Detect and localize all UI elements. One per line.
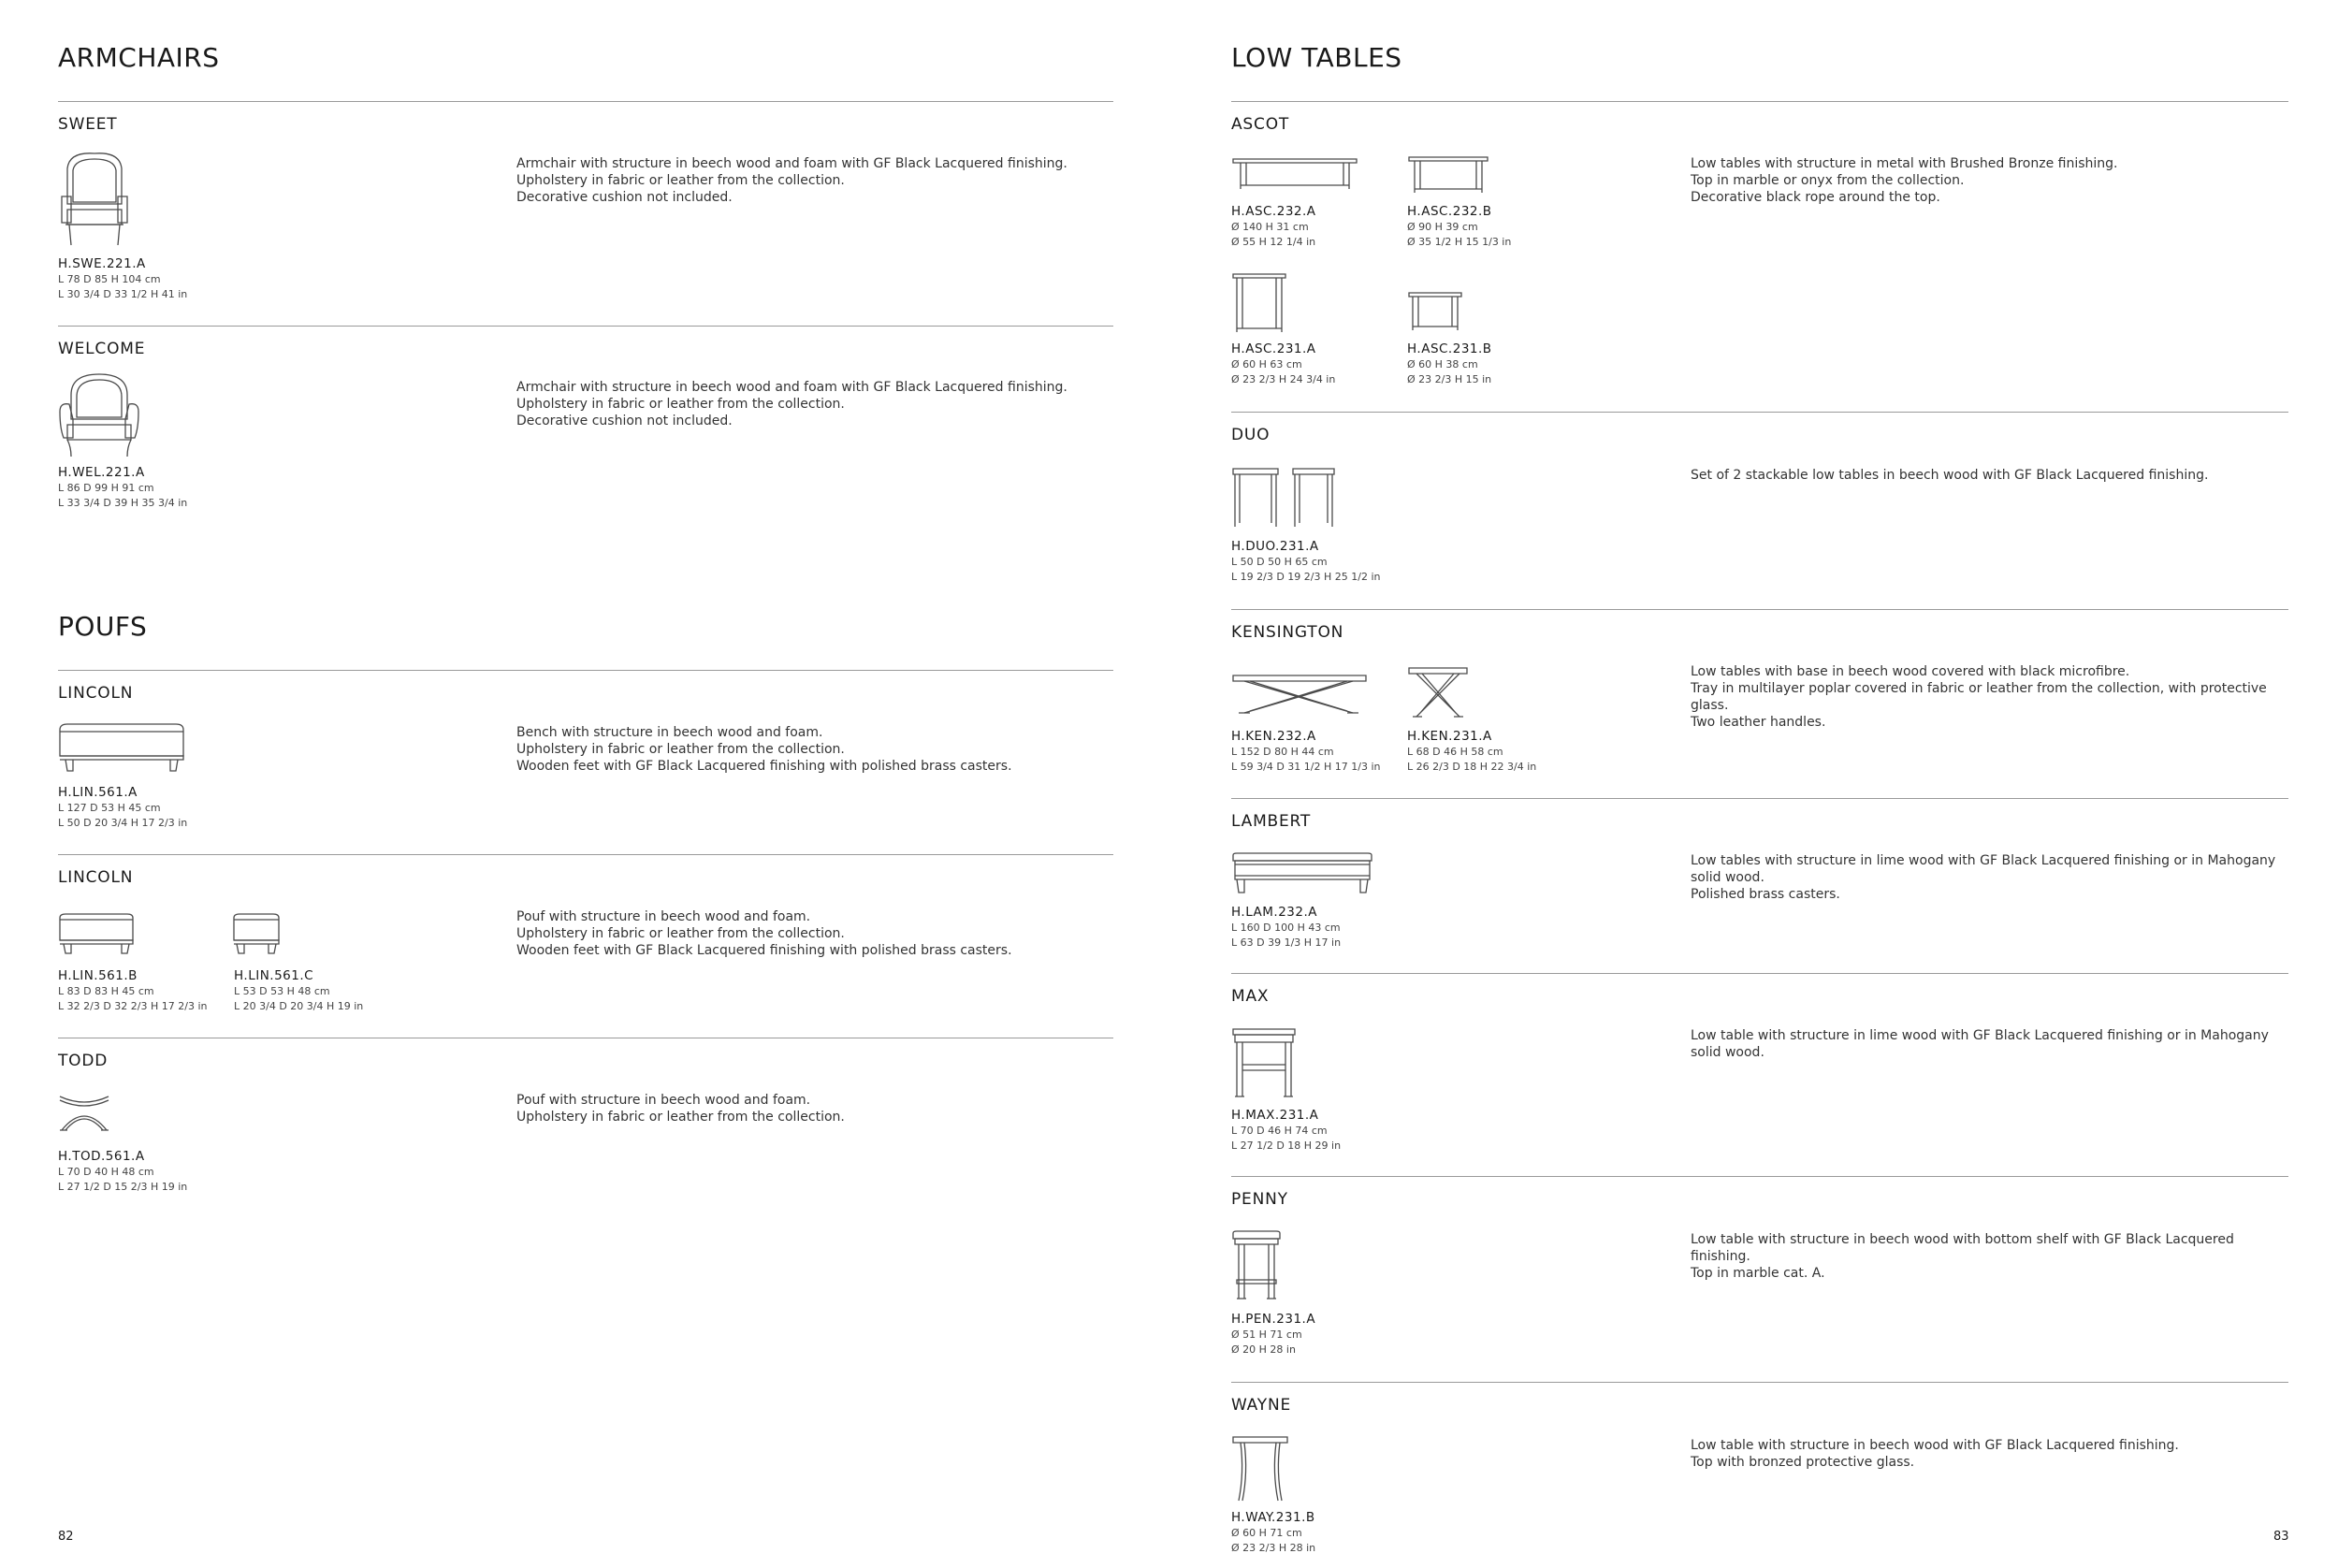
bench-lincoln-drawing [58,722,185,775]
dimensions-cm: Ø 51 H 71 cm [1231,1328,1302,1341]
table-ascot-231b-drawing [1407,291,1463,332]
product-description: Set of 2 stackable low tables in beech wood with GF Black Lacquered finishing. [1691,468,2209,483]
product-code: H.ASC.232.B [1407,204,1492,219]
product-name-ascot: ASCOT [1231,115,1290,134]
dimensions-cm: L 78 D 85 H 104 cm [58,273,161,285]
dimensions-in: L 30 3/4 D 33 1/2 H 41 in [58,288,188,300]
product-code: H.DUO.231.A [1231,539,1319,554]
dimensions-in: Ø 23 2/3 H 15 in [1407,373,1492,385]
product-name-lambert: LAMBERT [1231,812,1312,831]
product-code: H.ASC.231.A [1231,341,1316,356]
table-lambert-drawing [1231,851,1373,896]
divider [1231,798,2288,799]
dimensions-in: L 50 D 20 3/4 H 17 2/3 in [58,817,188,829]
pouf-todd-drawing [58,1093,110,1134]
dimensions-in: L 33 3/4 D 39 H 35 3/4 in [58,497,188,509]
product-description: Low tables with base in beech wood covered with black microfibre. Tray in multilayer poplar covered in fabric or leather from the collection, with protective glass. Two leather handles. [1691,664,2267,730]
dimensions-cm: Ø 140 H 31 cm [1231,221,1309,233]
dimensions-cm: L 152 D 80 H 44 cm [1231,746,1334,758]
table-kensington-231a-drawing [1407,666,1469,719]
product-name-lincoln: LINCOLN [58,868,134,887]
armchair-sweet-drawing [58,150,131,247]
section-title-armchairs: ARMCHAIRS [58,42,220,73]
product-description: Low table with structure in lime wood with GF Black Lacquered finishing or in Mahogany solid wood. [1691,1028,2269,1060]
product-code: H.SWE.221.A [58,256,146,271]
product-code: H.ASC.232.A [1231,204,1316,219]
dimensions-in: Ø 23 2/3 H 24 3/4 in [1231,373,1336,385]
product-description: Low table with structure in beech wood with bottom shelf with GF Black Lacquered finishing. Top in marble cat. A. [1691,1232,2234,1281]
product-name-lincoln: LINCOLN [58,684,134,703]
section-title-poufs: POUFS [58,611,148,642]
dimensions-in: L 26 2/3 D 18 H 22 3/4 in [1407,761,1537,773]
divider [58,854,1113,855]
product-code: H.WAY.231.B [1231,1510,1315,1525]
dimensions-in: L 20 3/4 D 20 3/4 H 19 in [234,1000,364,1012]
table-ascot-232b-drawing [1407,155,1489,195]
armchair-welcome-drawing [58,372,140,458]
dimensions-cm: L 83 D 83 H 45 cm [58,985,154,997]
dimensions-in: L 19 2/3 D 19 2/3 H 25 1/2 in [1231,571,1381,583]
divider [1231,412,2288,413]
product-code: H.ASC.231.B [1407,341,1492,356]
product-code: H.KEN.231.A [1407,729,1492,744]
table-ascot-232a-drawing [1231,157,1358,191]
left-page [0,0,1160,1568]
product-description: Low tables with structure in lime wood with GF Black Lacquered finishing or in Mahogany solid wood. Polished brass casters. [1691,853,2276,902]
dimensions-cm: Ø 60 H 38 cm [1407,358,1478,370]
section-title-low-tables: LOW TABLES [1231,42,1402,73]
product-name-sweet: SWEET [58,115,118,134]
product-name-duo: DUO [1231,426,1271,444]
dimensions-in: Ø 55 H 12 1/4 in [1231,236,1316,248]
product-description: Armchair with structure in beech wood and foam with GF Black Lacquered finishing. Upholstery in fabric or leather from the collection. Decorative cushion not included. [516,156,1067,205]
dimensions-cm: L 86 D 99 H 91 cm [58,482,154,494]
product-code: H.LIN.561.A [58,785,138,800]
product-code: H.LIN.561.C [234,968,314,983]
right-page [1160,0,2338,1568]
product-description: Bench with structure in beech wood and foam. Upholstery in fabric or leather from the collection. Wooden feet with GF Black Lacquered finishing with polished brass casters. [516,725,1012,774]
dimensions-cm: L 50 D 50 H 65 cm [1231,556,1328,568]
product-name-welcome: WELCOME [58,340,146,358]
dimensions-cm: L 68 D 46 H 58 cm [1407,746,1503,758]
dimensions-in: L 27 1/2 D 18 H 29 in [1231,1140,1342,1152]
dimensions-cm: L 53 D 53 H 48 cm [234,985,330,997]
dimensions-in: Ø 35 1/2 H 15 1/3 in [1407,236,1512,248]
dimensions-cm: Ø 60 H 71 cm [1231,1527,1302,1539]
divider [1231,1382,2288,1383]
divider [58,101,1113,102]
dimensions-cm: L 70 D 40 H 48 cm [58,1166,154,1178]
dimensions-cm: L 160 D 100 H 43 cm [1231,922,1341,934]
product-name-max: MAX [1231,987,1270,1006]
dimensions-in: L 32 2/3 D 32 2/3 H 17 2/3 in [58,1000,208,1012]
divider [1231,1176,2288,1177]
table-penny-drawing [1231,1229,1282,1300]
product-name-todd: TODD [58,1052,109,1070]
page-number: 83 [2273,1530,2289,1544]
dimensions-cm: Ø 90 H 39 cm [1407,221,1478,233]
dimensions-in: L 59 3/4 D 31 1/2 H 17 1/3 in [1231,761,1381,773]
table-ascot-231a-drawing [1231,272,1287,334]
divider [58,670,1113,671]
product-code: H.MAX.231.A [1231,1108,1319,1123]
table-wayne-drawing [1231,1435,1289,1503]
dimensions-cm: Ø 60 H 63 cm [1231,358,1302,370]
product-description: Pouf with structure in beech wood and foam. Upholstery in fabric or leather from the collection. [516,1093,845,1125]
dimensions-in: L 27 1/2 D 15 2/3 H 19 in [58,1181,188,1193]
dimensions-in: L 63 D 39 1/3 H 17 in [1231,936,1342,949]
page-number: 82 [58,1530,74,1544]
dimensions-cm: L 127 D 53 H 45 cm [58,802,161,814]
product-description: Armchair with structure in beech wood and foam with GF Black Lacquered finishing. Upholstery in fabric or leather from the collection. Decorative cushion not included. [516,380,1067,428]
product-name-penny: PENNY [1231,1190,1288,1209]
table-kensington-232a-drawing [1231,674,1368,715]
product-code: H.PEN.231.A [1231,1312,1316,1327]
product-description: Low tables with structure in metal with Brushed Bronze finishing. Top in marble or onyx from the collection. Decorative black rope around the top. [1691,156,2118,205]
divider [1231,101,2288,102]
product-code: H.WEL.221.A [58,465,145,480]
product-code: H.TOD.561.A [58,1149,145,1164]
product-code: H.LIN.561.B [58,968,138,983]
table-duo-drawing [1231,467,1336,529]
table-max-drawing [1231,1027,1297,1098]
product-name-kensington: KENSINGTON [1231,623,1344,642]
product-code: H.KEN.232.A [1231,729,1316,744]
pouf-lincoln-b-drawing [58,912,135,957]
dimensions-in: Ø 20 H 28 in [1231,1343,1296,1356]
pouf-lincoln-c-drawing [232,912,281,957]
product-code: H.LAM.232.A [1231,905,1318,920]
divider [1231,609,2288,610]
dimensions-in: Ø 23 2/3 H 28 in [1231,1542,1316,1554]
product-description: Low table with structure in beech wood with GF Black Lacquered finishing. Top with bronzed protective glass. [1691,1438,2179,1470]
divider [58,326,1113,327]
product-description: Pouf with structure in beech wood and foam. Upholstery in fabric or leather from the collection. Wooden feet with GF Black Lacquered finishing with polished brass casters. [516,909,1012,958]
divider [1231,973,2288,974]
product-name-wayne: WAYNE [1231,1396,1292,1415]
dimensions-cm: L 70 D 46 H 74 cm [1231,1125,1328,1137]
